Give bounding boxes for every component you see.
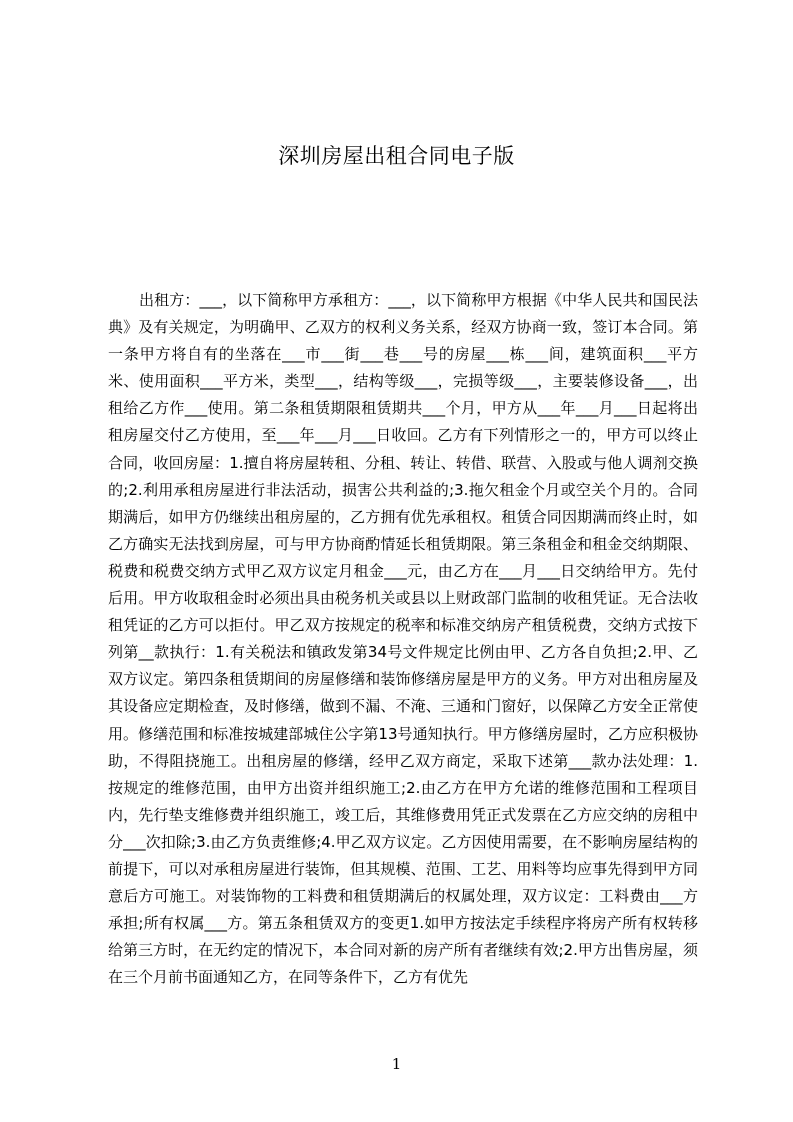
page-number: 1: [391, 1055, 402, 1073]
document-title: 深圳房屋出租合同电子版: [278, 144, 515, 168]
contract-body-text: 出租方：___，以下简称甲方承租方：___，以下简称甲方根据《中华人民共和国民法典》及有关规定，为明确甲、乙双方的权利义务关系，经双方协商一致，签订本合同。第一条甲方将自有的坐落在___市___街___巷___号的房屋___栋___间，建筑面积___平方米、使用面积___平方米，类型___，结构等级___，完损等级___，主要装修设备___，出租给乙方作___使用。第二条租赁期限租赁期共___个月，甲方从___年___月___日起将出租房屋交付乙方使用，至___年___月___日收回。乙方有下列情形之一的，甲方可以终止合同，收回房屋：1.擅自将房屋转租、分租、转让、转借、联营、入股或与他人调剂交换的;2.利用承租房屋进行非法活动，损害公共利益的;3.拖欠租金个月或空关个月的。合同期满后，如甲方仍继续出租房屋的，乙方拥有优先承租权。租赁合同因期满而终止时，如乙方确实无法找到房屋，可与甲方协商酌情延长租赁期限。第三条租金和租金交纳期限、税费和税费交纳方式甲乙双方议定月租金___元，由乙方在___月___日交纳给甲方。先付后用。甲方收取租金时必须出具由税务机关或县以上财政部门监制的收租凭证。无合法收租凭证的乙方可以拒付。甲乙双方按规定的税率和标准交纳房产租赁税费，交纳方式按下列第__款执行：1.有关税法和镇政发第34号文件规定比例由甲、乙方各自负担;2.甲、乙双方议定。第四条租赁期间的房屋修缮和装饰修缮房屋是甲方的义务。甲方对出租房屋及其设备应定期检查，及时修缮，做到不漏、不淹、三通和门窗好，以保障乙方安全正常使用。修缮范围和标准按城建部城住公字第13号通知执行。甲方修缮房屋时，乙方应积极协助，不得阻挠施工。出租房屋的修缮，经甲乙双方商定，采取下述第___款办法处理：1.按规定的维修范围，由甲方出资并组织施工;2.由乙方在甲方允诺的维修范围和工程项目内，先行垫支维修费并组织施工，竣工后，其维修费用凭正式发票在乙方应交纳的房租中分___次扣除;3.由乙方负责维修;4.甲乙双方议定。乙方因使用需要，在不影响房屋结构的前提下，可以对承租房屋进行装饰，但其规模、范围、工艺、用料等均应事先得到甲方同意后方可施工。对装饰物的工料费和租赁期满后的权属处理，双方议定：工料费由___方承担;所有权属___方。第五条租赁双方的变更1.如甲方按法定手续程序将房产所有权转移给第三方时，在无约定的情况下，本合同对新的房产所有者继续有效;2.甲方出售房屋，须在三个月前书面通知乙方，在同等条件下，乙方有优先: [108, 291, 698, 987]
